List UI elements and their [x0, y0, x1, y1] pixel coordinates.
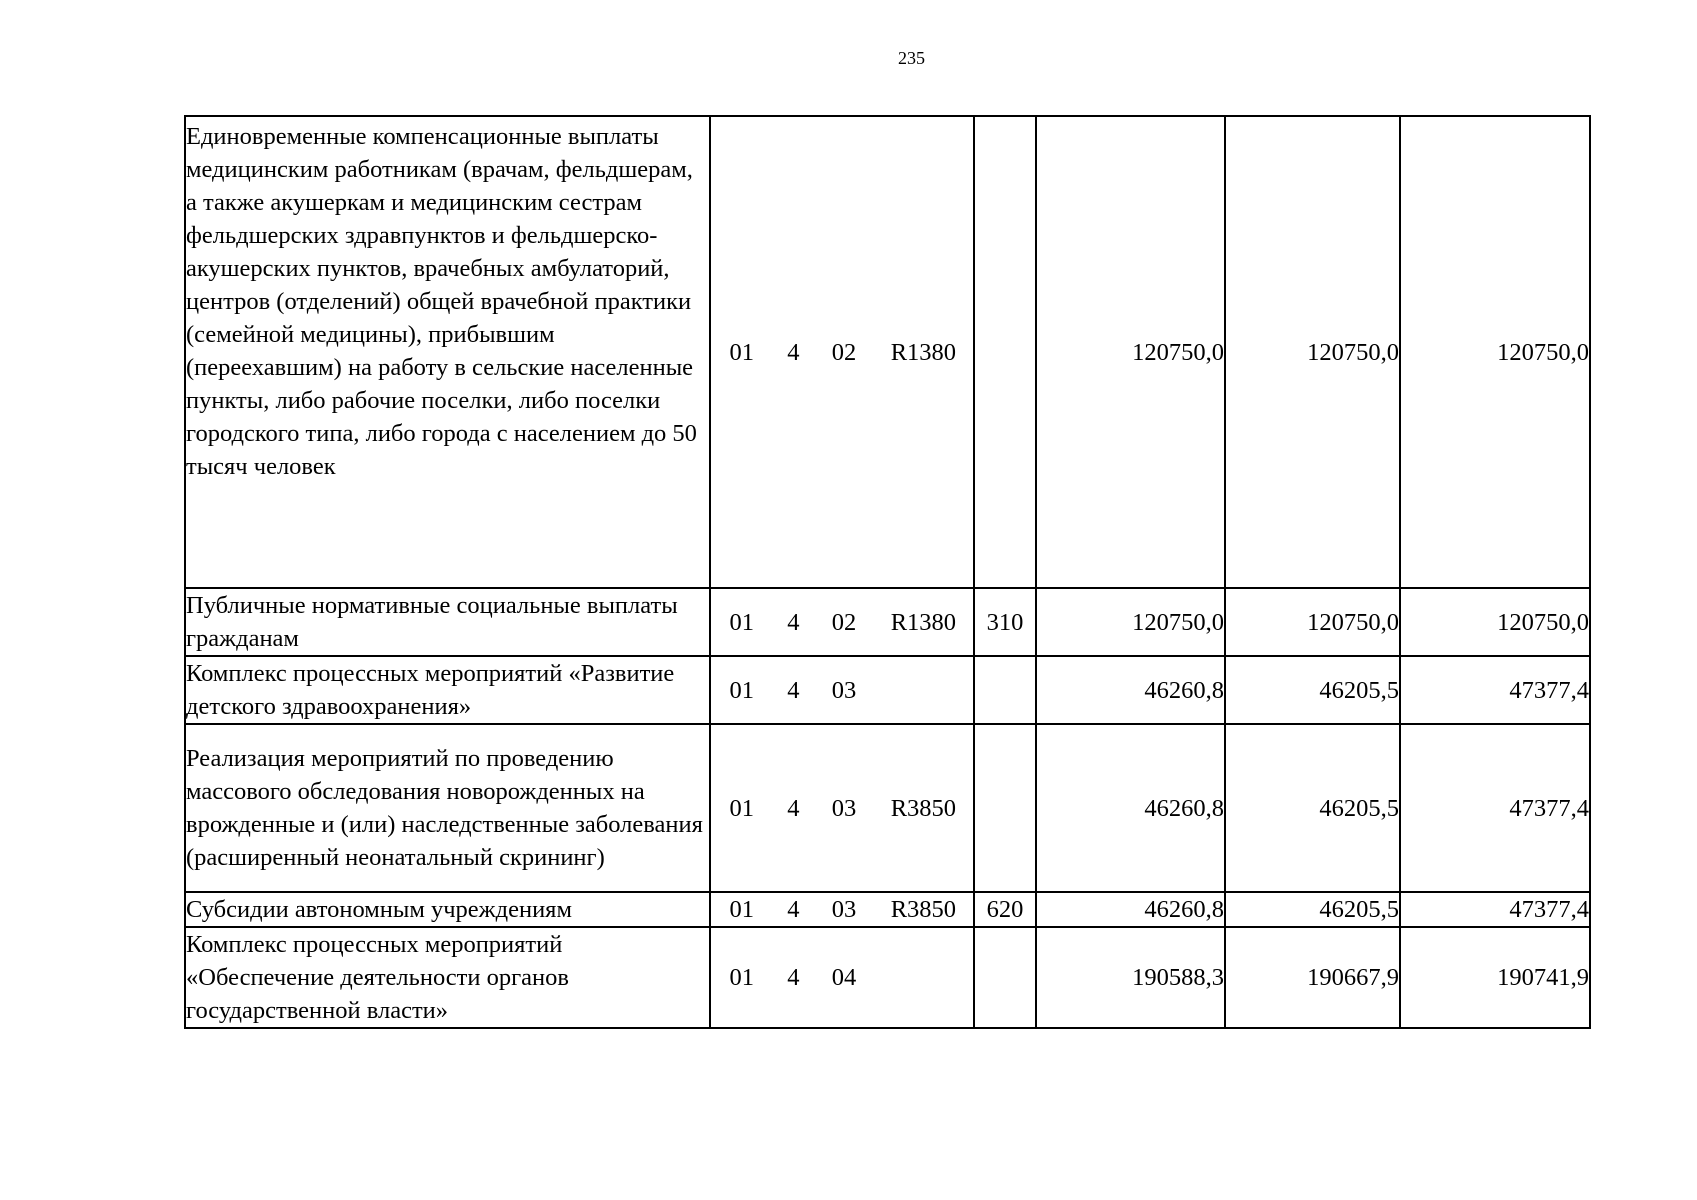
code-cell — [710, 927, 974, 1028]
amount-year2: 46205,5 — [1225, 892, 1400, 927]
om-code: 02 — [831, 338, 857, 366]
om-code: 03 — [831, 676, 857, 704]
budget-table — [184, 115, 1591, 1029]
dir-code: R3850 — [890, 896, 957, 923]
amount-year2: 190667,9 — [1225, 927, 1400, 1028]
table-row — [185, 116, 1590, 588]
table-row — [185, 724, 1590, 892]
pp-code: 4 — [787, 896, 800, 923]
amount-year3: 47377,4 — [1400, 656, 1590, 724]
kvr-code — [974, 116, 1036, 588]
om-code: 03 — [831, 896, 857, 923]
amount-year3: 47377,4 — [1400, 892, 1590, 927]
amount-year1: 46260,8 — [1036, 656, 1225, 724]
row-name: Комплекс процессных мероприятий «Развитие детского здравоохранения» — [185, 656, 710, 724]
pp-code: 4 — [787, 794, 800, 822]
amount-year3: 120750,0 — [1400, 588, 1590, 656]
gp-code: 01 — [729, 676, 755, 704]
kvr-code: 620 — [974, 892, 1036, 927]
om-code: 02 — [831, 608, 857, 636]
row-name: Публичные нормативные социальные выплаты гражданам — [185, 588, 710, 656]
table-row — [185, 588, 1590, 656]
code-cell — [710, 656, 974, 724]
kvr-code — [974, 656, 1036, 724]
gp-code: 01 — [729, 794, 755, 822]
row-name: Единовременные компенсационные выплаты медицинским работникам (врачам, фельдшерам, а также акушеркам и медицинским сестрам фельдшерских здравпунктов и фельдшерско-акушерских пунктов, врачебных амбулаторий, центров (отделений) общей врачебной практики (семейной медицины), прибывшим (переехавшим) на работу в сельские населенные пункты, либо рабочие поселки, либо поселки городского типа, либо города с населением до 50 тысяч человек — [185, 116, 710, 588]
amount-year2: 120750,0 — [1225, 116, 1400, 588]
page-number: 235 — [898, 48, 925, 68]
kvr-code — [974, 724, 1036, 892]
om-code: 03 — [831, 794, 857, 822]
row-name: Реализация мероприятий по проведению массового обследования новорожденных на врожденные и (или) наследственные заболевания (расширенный неонатальный скрининг) — [185, 724, 710, 892]
gp-code: 01 — [729, 338, 755, 366]
amount-year1: 46260,8 — [1036, 724, 1225, 892]
row-name: Комплекс процессных мероприятий «Обеспечение деятельности органов государственной власти» — [185, 927, 710, 1028]
gp-code: 01 — [729, 896, 755, 923]
amount-year1: 190588,3 — [1036, 927, 1225, 1028]
amount-year1: 120750,0 — [1036, 116, 1225, 588]
pp-code: 4 — [787, 338, 800, 366]
gp-code: 01 — [729, 608, 755, 636]
amount-year3: 47377,4 — [1400, 724, 1590, 892]
om-code: 04 — [831, 964, 857, 991]
amount-year2: 46205,5 — [1225, 656, 1400, 724]
dir-code: R1380 — [890, 608, 957, 636]
table-row — [185, 927, 1590, 1028]
code-cell — [710, 116, 974, 588]
dir-code: R1380 — [890, 338, 957, 366]
pp-code: 4 — [787, 964, 800, 991]
amount-year3: 120750,0 — [1400, 116, 1590, 588]
code-cell — [710, 724, 974, 892]
code-cell — [710, 892, 974, 927]
amount-year2: 120750,0 — [1225, 588, 1400, 656]
amount-year3: 190741,9 — [1400, 927, 1590, 1028]
kvr-code: 310 — [974, 588, 1036, 656]
table-row — [185, 656, 1590, 724]
amount-year2: 46205,5 — [1225, 724, 1400, 892]
dir-code: R3850 — [890, 794, 957, 822]
code-cell — [710, 588, 974, 656]
amount-year1: 46260,8 — [1036, 892, 1225, 927]
row-name: Субсидии автономным учреждениям — [185, 892, 710, 927]
kvr-code — [974, 927, 1036, 1028]
gp-code: 01 — [729, 964, 755, 991]
table-row — [185, 892, 1590, 927]
pp-code: 4 — [787, 608, 800, 636]
amount-year1: 120750,0 — [1036, 588, 1225, 656]
pp-code: 4 — [787, 676, 800, 704]
